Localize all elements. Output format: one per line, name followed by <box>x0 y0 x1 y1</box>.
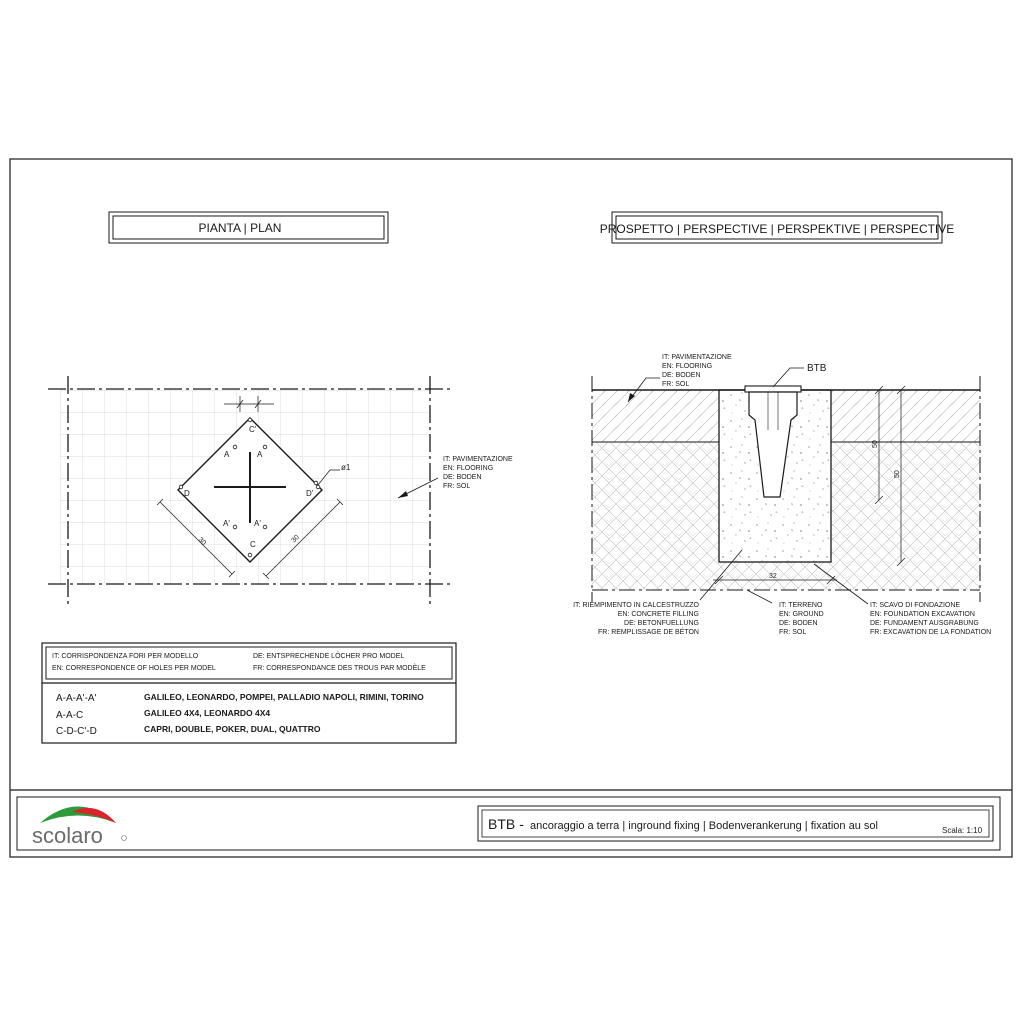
perspective-title-box <box>600 212 955 243</box>
section-flooring-label-fr: FR: SOL <box>662 381 690 388</box>
hole-phi <box>314 481 318 485</box>
hole-a-2 <box>263 445 267 449</box>
btb-leader <box>773 368 804 387</box>
perspective-title: PROSPETTO | PERSPECTIVE | PERSPEKTIVE | PERSPECTIVE <box>599 222 955 236</box>
plan-flooring-label-fr: FR: SOL <box>443 483 471 490</box>
concrete-label-it: IT: RIEMPIMENTO IN CALCESTRUZZO <box>573 602 699 609</box>
ground-label-fr: FR: SOL <box>779 629 807 636</box>
plan-flooring-label-en: EN: FLOORING <box>443 465 494 472</box>
title-box <box>478 806 993 841</box>
plan-title: PIANTA | PLAN <box>198 221 282 235</box>
hole-label: C' <box>249 425 257 434</box>
table-header-fr: FR: CORRESPONDANCE DES TROUS PAR MODÈLE <box>253 665 426 672</box>
ground-label-en: EN: GROUND <box>779 611 824 618</box>
table-row-code: A-A-C <box>56 710 84 721</box>
section-flooring-label-en: EN: FLOORING <box>662 363 713 370</box>
plan-view <box>48 376 513 604</box>
hole-d-prime <box>316 485 320 489</box>
concrete-label-de: DE: BETONFUELLUNG <box>624 620 699 627</box>
table-row-models: GALILEO, LEONARDO, POMPEI, PALLADIO NAPOLI, RIMINI, TORINO <box>144 692 424 702</box>
hole-a-1 <box>233 445 237 449</box>
table-header-en: EN: CORRESPONDENCE OF HOLES PER MODEL <box>52 665 216 672</box>
excavation-label-it: IT: SCAVO DI FONDAZIONE <box>870 602 961 609</box>
plan-flooring-label-it: IT: PAVIMENTAZIONE <box>443 456 513 463</box>
table-row-models: GALILEO 4X4, LEONARDO 4X4 <box>144 708 271 718</box>
hole-c <box>248 553 252 557</box>
hole-label: A <box>257 450 263 459</box>
holes-table <box>42 643 456 743</box>
hole-label: D <box>184 489 190 498</box>
hole-d <box>179 485 183 489</box>
excavation-label-de: DE: FUNDAMENT AUSGRABUNG <box>870 620 979 627</box>
table-header-it: IT: CORRISPONDENZA FORI PER MODELLO <box>52 653 199 660</box>
hole-a-prime-1 <box>233 525 237 529</box>
dim-side-a-label: 30 <box>196 536 208 547</box>
dim-depth-outer-label: 50 <box>894 470 901 478</box>
excavation-label-en: EN: FOUNDATION EXCAVATION <box>870 611 975 618</box>
concrete-label-fr: FR: REMPLISSAGE DE BÉTON <box>597 629 699 636</box>
btb-tag: BTB <box>807 363 827 374</box>
excavation-label-fr: FR: EXCAVATION DE LA FONDATION <box>870 629 992 636</box>
hole-label: A' <box>254 519 261 528</box>
ground-leader <box>747 590 772 603</box>
hole-c-prime <box>248 418 252 422</box>
hole-a-prime-2 <box>263 525 267 529</box>
section-flooring-label-it: IT: PAVIMENTAZIONE <box>662 354 732 361</box>
scolaro-logo <box>32 807 127 849</box>
hole-label: D' <box>306 489 314 498</box>
logo-wordmark: scolaro <box>32 823 103 848</box>
dim-width-label: 32 <box>769 573 777 580</box>
product-description: ancoraggio a terra | inground fixing | Bodenverankerung | fixation au sol <box>530 820 878 832</box>
concrete-label-en: EN: CONCRETE FILLING <box>617 611 699 618</box>
hole-label: C <box>250 540 256 549</box>
ground-label-it: IT: TERRENO <box>779 602 823 609</box>
section-flooring-label-de: DE: BODEN <box>662 372 701 379</box>
table-row-models: CAPRI, DOUBLE, POKER, DUAL, QUATTRO <box>144 724 321 734</box>
table-row-code: A-A-A'-A' <box>56 693 97 704</box>
plan-title-box <box>109 212 388 243</box>
dim-depth-inner-label: 50 <box>872 440 879 448</box>
product-code: BTB - <box>488 816 524 832</box>
plan-flooring-label-de: DE: BODEN <box>443 474 482 481</box>
table-row-code: C-D-C'-D <box>56 726 97 737</box>
hole-diameter-label: ø1 <box>341 463 351 472</box>
table-header-de: DE: ENTSPRECHENDE LÖCHER PRO MODEL <box>253 653 405 660</box>
ground-label-de: DE: BODEN <box>779 620 818 627</box>
dim-side-b-label: 30 <box>290 533 301 545</box>
drawing-scale: Scala: 1:10 <box>942 826 983 835</box>
hole-label: A <box>224 450 230 459</box>
section-view <box>573 354 991 636</box>
hole-label: A' <box>223 519 230 528</box>
registered-mark <box>122 836 127 841</box>
